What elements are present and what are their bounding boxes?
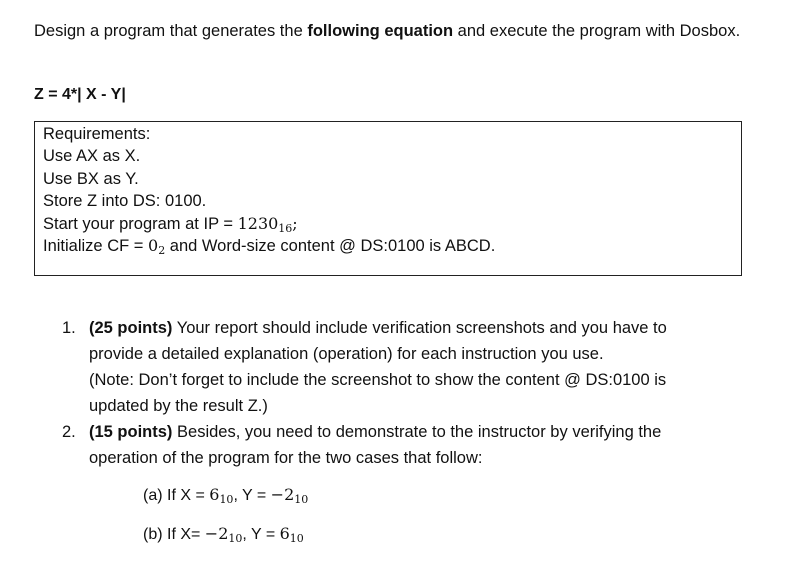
case-b-x-number: −2 — [204, 524, 229, 543]
cf-value — [148, 236, 166, 258]
case-a-mid: , Y = — [233, 487, 271, 504]
case-a-y-base: 10 — [294, 493, 309, 506]
ip-number: 1230 — [237, 213, 279, 233]
requirement-store-z: Store Z into DS: 0100. — [43, 192, 207, 211]
intro-bold-phrase: following equation — [307, 22, 454, 40]
case-a-y — [271, 485, 309, 504]
case-a — [143, 484, 308, 507]
intro-paragraph — [34, 18, 754, 44]
task-text-2: Besides, you need to demonstrate to the instructor by verifying the operation of the program for the two cases that follow: — [89, 423, 662, 467]
intro-text-start: Design a program that generates the — [34, 22, 308, 40]
case-a-y-number: −2 — [270, 485, 295, 504]
case-b-x-base: 10 — [228, 532, 243, 545]
case-a-x-base: 10 — [219, 493, 234, 506]
task-item-2 — [60, 419, 720, 471]
case-b-y — [280, 524, 304, 543]
case-b-y-number: 6 — [279, 524, 290, 543]
case-b-y-base: 10 — [289, 532, 304, 545]
case-b — [143, 523, 304, 546]
task-item-1 — [60, 315, 720, 419]
requirement-ip — [43, 213, 733, 235]
ip-suffix: ; — [292, 213, 298, 233]
task-points-2: (15 points) — [89, 423, 173, 441]
task-number-2: 2. — [62, 423, 76, 441]
task-points-1: (25 points) — [89, 319, 173, 337]
task-text-1: Your report should include verification screenshots and you have to provide a detailed explanation (operation) for each instruction you use. — [89, 319, 667, 363]
requirement-cf — [43, 235, 733, 257]
intro-text-end: and execute the program with Dosbox. — [453, 22, 741, 40]
case-b-label: (b) If X= — [143, 526, 205, 543]
case-b-mid: , Y = — [242, 526, 280, 543]
requirements-title: Requirements: — [43, 125, 151, 143]
target-equation: Z = 4*| X - Y| — [34, 86, 126, 103]
cropped-heading-edge — [380, 0, 640, 4]
task-note-1: (Note: Don’t forget to include the screenshot to show the content @ DS:0100 is updated by the result Z.) — [89, 371, 667, 415]
requirement-cf-suffix: and Word-size content @ DS:0100 is ABCD. — [165, 237, 496, 256]
case-a-label: (a) If X = — [143, 487, 210, 504]
requirement-cf-prefix: Initialize CF = — [43, 237, 148, 256]
ip-base: 16 — [278, 221, 293, 235]
case-a-x-number: 6 — [209, 485, 220, 504]
requirement-ax: Use AX as X. — [43, 147, 141, 166]
task-list — [60, 315, 720, 471]
case-b-x — [205, 524, 243, 543]
task-number-1: 1. — [62, 319, 76, 337]
cf-number: 0 — [148, 236, 159, 256]
case-a-x — [209, 485, 233, 504]
requirement-ip-prefix: Start your program at IP = — [43, 214, 238, 233]
requirements-box — [34, 121, 742, 276]
ip-value — [238, 214, 298, 233]
requirement-bx: Use BX as Y. — [43, 169, 139, 188]
cf-base: 2 — [158, 244, 166, 258]
